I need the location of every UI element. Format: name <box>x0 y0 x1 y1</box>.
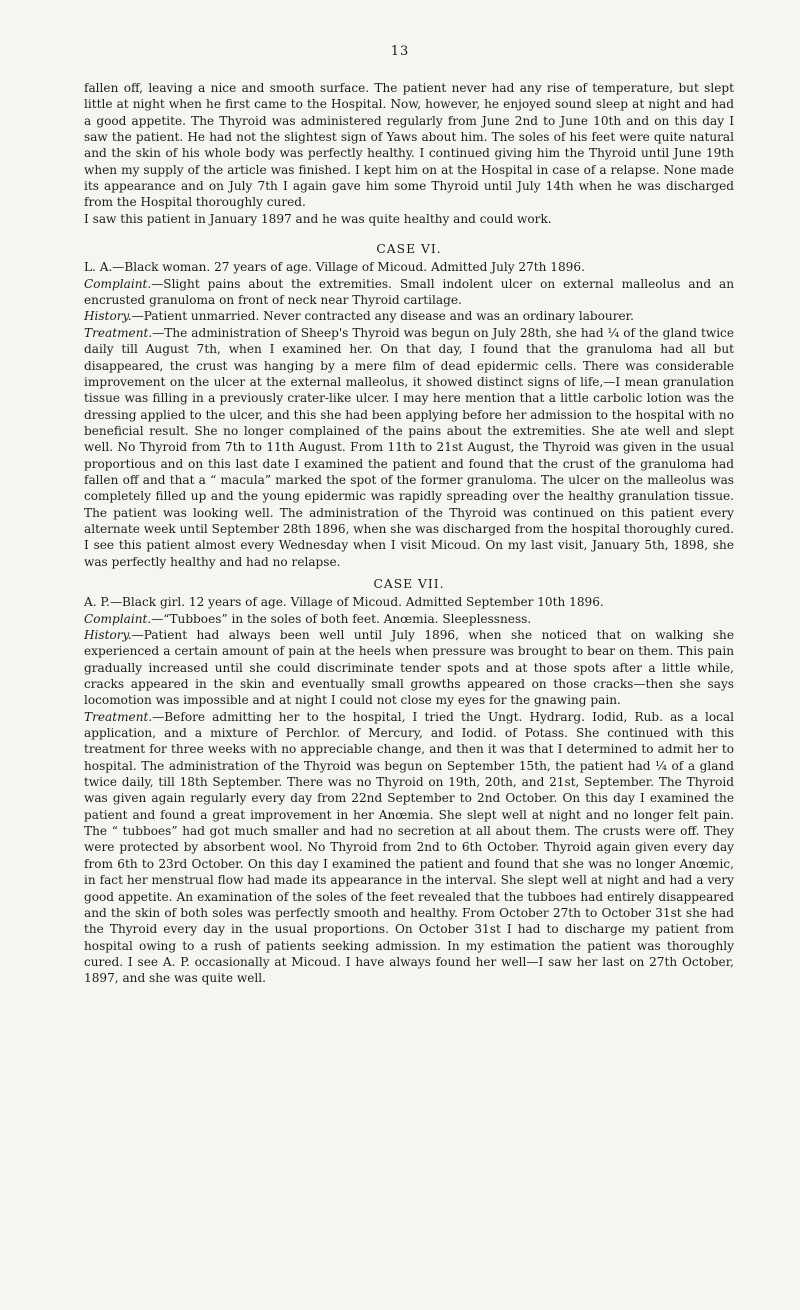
case-7-patient: A. P.—Black girl. 12 years of age. Village of Micoud. Admitted September 10th 1896. <box>84 595 604 610</box>
case-7-history-label: History. <box>84 628 132 642</box>
case-6-treatment <box>84 325 734 570</box>
case-7-history-text: —Patient had always been well until July 1896, when she noticed that on walking she experienced a certain amount of pain at the heels when pressure was brought to bear on them. This pain gradually increased until she could discriminate tender spots and at those spots after a little while, cracks appeared in the skin and eventually small growths appeared on those cracks—then she says locomotion was impossible and at night I could not close my eyes for the gnawing pain. <box>84 628 734 708</box>
case-7-history <box>84 627 734 709</box>
case-7-complaint-label: Complaint. <box>84 611 152 626</box>
case-7-treatment <box>84 709 734 987</box>
case-6-history-text: —Patient unmarried. Never contracted any disease and was an ordinary labourer. <box>131 309 634 324</box>
case-6-complaint <box>84 276 734 309</box>
case-6-history-label: History. <box>84 309 132 324</box>
case-7-complaint-text: —“Tubboes” in the soles of both feet. Anœmia. Sleeplessness. <box>151 611 532 626</box>
case-6-treatment-label: Treatment. <box>84 325 153 340</box>
case-6-patient: L. A.—Black woman. 27 years of age. Village of Micoud. Admitted July 27th 1896. <box>84 260 585 275</box>
body-text <box>84 80 734 987</box>
intro-paragraph: fallen off, leaving a nice and smooth surface. The patient never had any rise of temperature, but slept little at night when he first came to the Hospital. Now, however, he enjoyed sound sleep at night and had a good appetite. The Thyroid was administered regularly from June 2nd to June 10th and on this day I saw the patient. He had not the slightest sign of Yaws about him. The soles of his feet were quite natural and the skin of his whole body was perfectly healthy. I continued giving him the Thyroid until June 19th when my supply of the article was finished. I kept him on at the Hospital in case of a relapse. None made its appearance and on July 7th I again gave him some Thyroid until July 14th when he was discharged from the Hospital thoroughly cured. <box>84 81 734 210</box>
case-6-complaint-label: Complaint. <box>84 276 152 291</box>
case-6-heading: CASE VI. <box>376 242 442 257</box>
case-7-complaint <box>84 611 734 627</box>
page-number: 13 <box>390 44 410 59</box>
case-6-history <box>84 308 734 324</box>
case-6-complaint-text: —Slight pains about the extremities. Small indolent ulcer on external malleolus and an encrusted granuloma on front of neck near Thyroid cartilage. <box>84 276 734 308</box>
case-7-treatment-text: —Before admitting her to the hospital, I tried the Ungt. Hydrarg. Iodid, Rub. as a local application, and a mixture of Perchlor. of Mercury, and Iodid. of Potass. She continued with this treatment for three weeks with no appreciable change, and then it was that I determined to admit her to hospital. The administration of the Thyroid was begun on September 15th, the patient had ¼ of a gland twice daily, till 18th September. There was no Thyroid on 19th, 20th, and 21st, September. The Thyroid was given again regularly every day from 22nd September to 2nd October. On this day I examined the patient and found a great improvement in her Anœmia. She slept well at night and no longer felt pain. The “ tubboes” had got much smaller and had no secretion at all about them. The crusts were off. They were protected by absorbent wool. No Thyroid from 2nd to 6th October. Thyroid again given every day from 6th to 23rd October. On this day I examined the patient and found that she was no longer Anœmic, in fact her menstrual flow had made its appearance in the interval. She slept well at night and had a very good appetite. An examination of the soles of the feet revealed that the tubboes had entirely disappeared and the skin of both soles was perfectly smooth and healthy. From October 27th to October 31st she had the Thyroid every day in the usual proportions. On October 31st I had to discharge my patient from hospital owing to a rush of patients seeking admission. In my estimation the patient was thoroughly cured. I see A. P. occasionally at Micoud. I have always found her well—I saw her last on 27th October, 1897, and she was quite well. <box>84 709 734 986</box>
case-7-heading: CASE VII. <box>373 576 445 591</box>
intro-followup-paragraph: I saw this patient in January 1897 and he was quite healthy and could work. <box>84 211 552 226</box>
case-7-treatment-label: Treatment. <box>84 709 153 724</box>
case-6-treatment-text: —The administration of Sheep's Thyroid was begun on July 28th, she had ¼ of the gland twice daily till August 7th, when I examined her. On that day, I found that the granuloma had all but disappeared, the crust was hanging by a mere film of dead epidermic cells. There was considerable improvement on the ulcer at the external malleolus, it showed distinct signs of life,—I mean granulation tissue was filling in a previously crater-like ulcer. I may here mention that a little carbolic lotion was the dressing applied to the ulcer, and this she had been applying before her admission to the hospital with no beneficial result. She no longer complained of the pains about the extremities. She ate well and slept well. No Thyroid from 7th to 11th August. From 11th to 21st August, the Thyroid was given in the usual proportious and on this last date I examined the patient and found that the crust of the granuloma had fallen off and that a “ macula” marked the spot of the former granuloma. The ulcer on the malleolus was completely filled up and the young epidermic was rapidly spreading over the healthy granulation tissue. The patient was looking well. The administration of the Thyroid was continued on this patient every alternate week until September 28th 1896, when she was discharged from the hospital thoroughly cured. I see this patient almost every Wednesday when I visit Micoud. On my last visit, January 5th, 1898, she was perfectly healthy and had no relapse. <box>84 325 734 569</box>
